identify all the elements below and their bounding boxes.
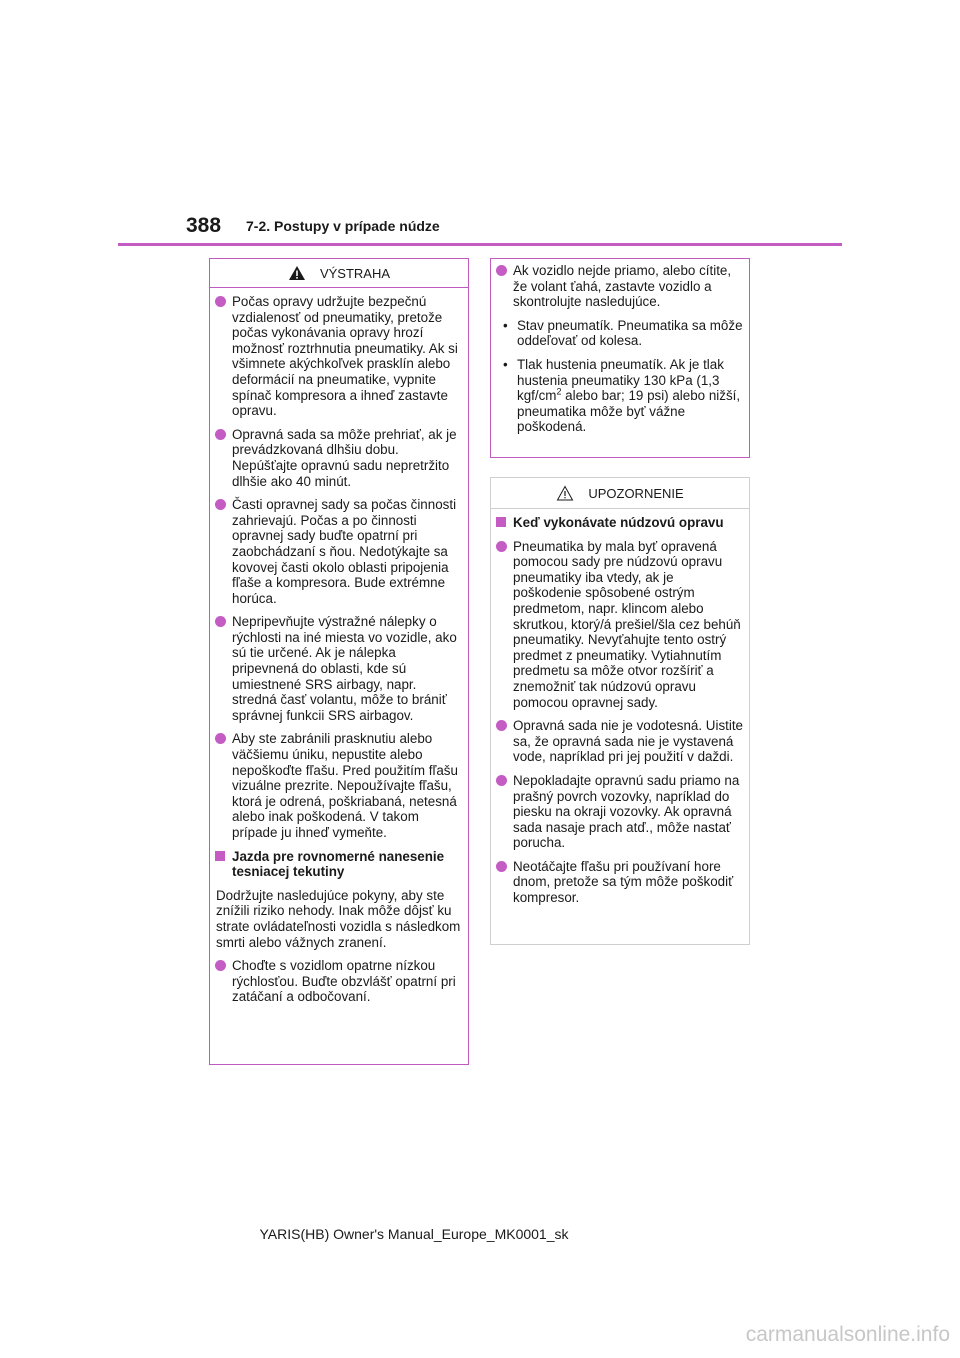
bullet-dot-icon [215,499,226,510]
page-footer [0,1226,960,1242]
caution-item: Pneumatika by mala byť opravená pomocou sady pre núdzovú opravu pneumatiky iba vtedy, ak je poškodenie spôsobené ostrým predmetom, napr. klincom alebo skrutkou, ktorý/á prešiel/šla cez behúň pneumatiky. Nevyťahujte tento ostrý predmet z pneumatiky. Vytiahnutím predmetu sa môže otvor rozšíriť a znemožniť tak núdzovú opravu pomocou opravnej sady. [495,539,745,711]
warning-box [209,258,469,1065]
warning-item: Počas opravy udržujte bezpečnú vzdialenosť od pneumatiky, pretože počas vykonávania opravy hrozí možnosť roztrhnutia pneumatiky. Ak si všimnete akýchkoľvek prasklín alebo deformácií na pneumatike, vypnite spínač kompresora a ihneď zastavte opravu. [214,294,464,419]
warning-triangle-icon [288,265,306,281]
caution-box [490,477,750,945]
caution-item: Nepokladajte opravnú sadu priamo na prašný povrch vozovky, napríklad do piesku na okraji vozovky. Ak opravná sada nasaje prach atď., môže nastať porucha. [495,773,745,851]
warning-subheading: Jazda pre rovnomerné nanesenie tesniacej tekutiny [214,849,464,880]
caution-subheading: Keď vykonávate núdzovú opravu [495,515,745,531]
bullet-dot-icon [215,296,226,307]
section-title: 7-2. Postupy v prípade núdze [246,218,440,234]
warning-item: Aby ste zabránili prasknutiu alebo väčšiemu úniku, nepustite alebo nepoškoďte fľašu. Pred použitím fľašu vizuálne prezrite. Nepoužívajte fľašu, ktorá je odrená, poškriabaná, netesná alebo inak poškodená. V takom prípade ju ihneď vymeňte. [214,731,464,840]
check-bullet: • Stav pneumatík. Pneumatika sa môže oddeľovať od kolesa. [503,317,743,349]
watermark: carmanualsonline.info [745,1323,950,1346]
caution-item: Opravná sada nie je vodotesná. Uistite sa, že opravná sada nie je vystavená vode, napríklad pri jej použití v daždi. [495,718,745,765]
bullet-dot-icon [215,616,226,627]
caution-box-body [491,509,749,920]
warning-item: Nepripevňujte výstražné nálepky o rýchlosti na iné miesta vo vozidle, ako sú tie určené. Ak je nálepka pripevnená do oblasti, kde sú umiestnené SRS airbagy, napr. stredná časť volantu, môže to brániť správnej funkcii SRS airbagov. [214,614,464,723]
warning-plain-text: Dodržujte nasledujúce pokyny, aby ste znížili riziko nehody. Inak môže dôjsť ku strate ovládateľnosti vozidla s následkom smrti alebo vážnych zranení. [216,887,461,950]
bullet-dot-icon [496,265,507,276]
bullet-dot-icon [215,733,226,744]
caution-triangle-icon [556,485,574,501]
bullet-dot-icon [496,861,507,872]
bullet-dot-icon [496,720,507,731]
square-bullet-icon [496,517,506,527]
caution-box-header [491,478,749,509]
header-divider [118,243,842,246]
footer-text: YARIS(HB) Owner's Manual_Europe_MK0001_sk [259,1226,569,1242]
warning-continued-body [491,259,749,449]
warning-box-body [210,288,468,1019]
bullet-dot-icon [215,429,226,440]
warning-box-header [210,259,468,288]
warning-item: Choďte s vozidlom opatrne nízkou rýchlosťou. Buďte obzvlášť opatrní pri zatáčaní a odbočovaní. [214,958,464,1005]
warning-box-title: VÝSTRAHA [319,265,391,281]
page-number: 388 [186,214,222,237]
bullet-dot-icon [215,960,226,971]
warning-item: Opravná sada sa môže prehriať, ak je prevádzkovaná dlhšiu dobu. Nepúšťajte opravnú sadu nepretržito dlhšie ako 40 minút. [214,427,464,489]
warning-item: Ak vozidlo nejde priamo, alebo cítite, že volant ťahá, zastavte vozidlo a skontrolujte nasledujúce. [495,263,745,310]
caution-item: Neotáčajte fľašu pri používaní hore dnom, pretože sa tým môže poškodiť kompresor. [495,859,745,906]
caution-box-title: UPOZORNENIE [588,485,684,501]
square-bullet-icon [215,851,225,861]
warning-box-continued [490,258,750,458]
bullet-dot-icon [496,775,507,786]
warning-item: Časti opravnej sady sa počas činnosti zahrievajú. Počas a po činnosti opravnej sady buďte opatrní pri zaobchádzaní s ňou. Nedotýkajte sa kovovej časti okolo oblasti pripojenia fľaše a kompresora. Bude extrémne horúca. [214,497,464,606]
bullet-dot-icon [496,541,507,552]
check-bullet: • Tlak hustenia pneumatík. Ak je tlak hustenia pneumatiky 130 kPa (1,3 kgf/$cm^2$ alebo bar; 19 psi) alebo nižší, pneumatika môže byť vážne poškodená. [503,356,741,435]
